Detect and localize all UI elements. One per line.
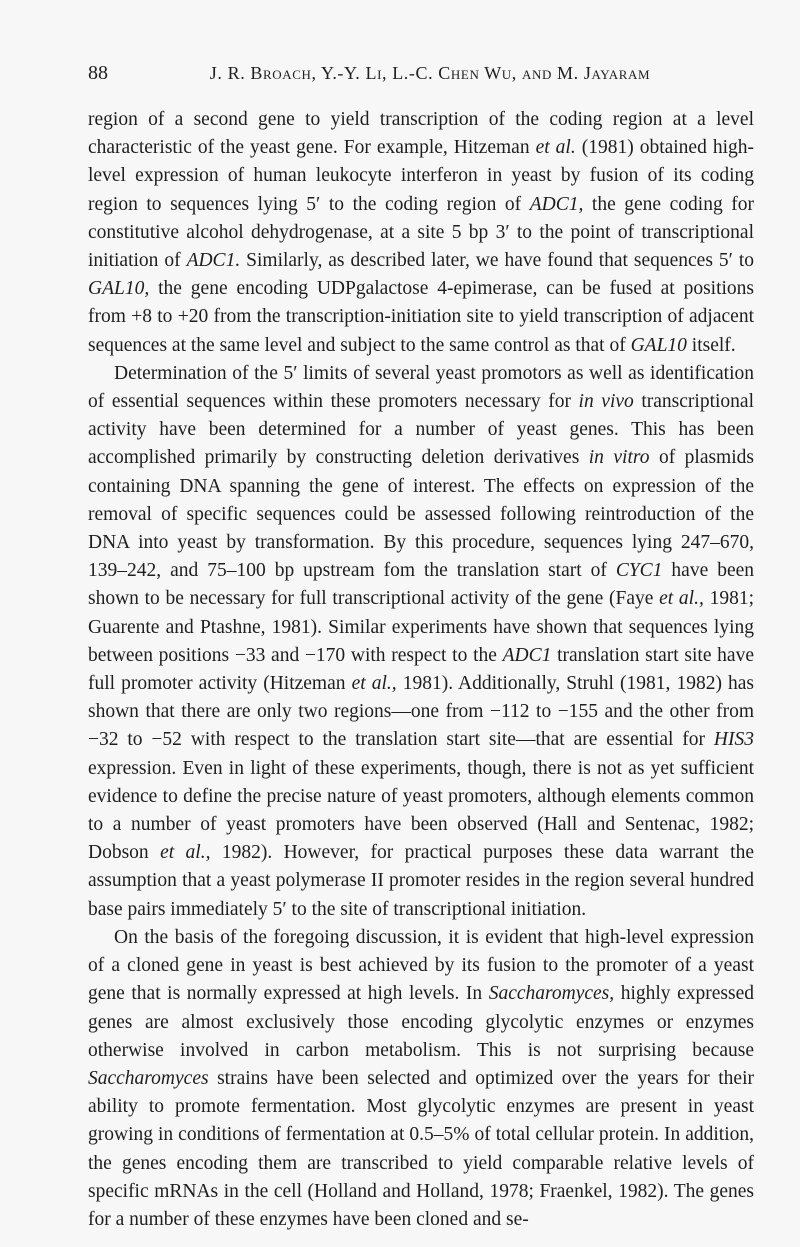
text-run: highly expressed genes are almost exclusively those encoding glycolytic enzymes or enzymes otherwise involved in carbon metabolism. This is not surprising because (88, 983, 754, 1061)
text-run: Determination of the 5′ limits of several yeast promotors as well as identification of essential sequences within these promoters necessary for (88, 362, 754, 413)
text-run: Similarly, as described later, we have found that sequences 5′ to (240, 250, 755, 272)
text-run: (1981) obtained high-level expression of human leukocyte interferon in yeast by fusion of its coding region to sequences lying 5′ to the coding region of (88, 137, 755, 215)
text-run: 1981; Guarente and Ptashne, 1981). Similar experiments have shown that sequences lying between positions −33 and −170 with respect to the (88, 588, 754, 666)
italic-term: GAL10 (630, 334, 687, 356)
text-run: strains have been selected and optimized over the years for their ability to promote fermentation. Most glycolytic enzymes are present in yeast growing in conditions of fermentation at 0.5–5% of total cellular protein. In addition, the genes encoding them are transcribed to yield comparable relative levels of specific mRNAs in the cell (Holland and Holland, 1978; Fraenkel, 1982). The genes for a number of these enzymes have been cloned and se- (88, 1067, 754, 1230)
text-run: 1982). However, for practical purposes these data warrant the assumption that a yeast polymerase II promoter resides in the region several hundred base pairs immediately 5′ to the site of transcriptional initiation. (88, 842, 754, 920)
italic-term: et al., (160, 842, 211, 864)
italic-term: in vivo (578, 391, 634, 413)
italic-term: et al., (351, 673, 397, 695)
italic-term: in vitro (588, 447, 650, 469)
text-run: 1981). Additionally, Struhl (1981, 1982) has shown that there are only two regions—one from −112 to −155 and the other from −32 to −52 with respect to the translation start site—that are essential for (88, 673, 754, 751)
page-header (88, 60, 752, 86)
paragraph-1 (88, 106, 754, 360)
text-run: the gene coding for constitutive alcohol dehydrogenase, at a site 5 bp 3′ to the point of transcriptional initiation of (88, 193, 754, 272)
italic-term: Saccharomyces (88, 1067, 209, 1089)
text-run: the gene encoding UDPgalactose 4-epimerase, can be fused at positions from +8 to +20 from the transcription-initiation site to yield transcription of adjacent sequences at the same level and subject to the same control as that of (88, 278, 754, 356)
text-run: translation start site have full promoter activity (Hitzeman (88, 644, 754, 695)
italic-term: CYC1 (615, 560, 663, 582)
italic-term: HIS3 (713, 729, 754, 751)
italic-term: et al., (659, 588, 704, 610)
italic-term: GAL10, (88, 278, 150, 300)
paragraph-3 (88, 924, 754, 1234)
body-text (88, 106, 754, 1234)
page-number: 88 (88, 62, 108, 84)
text-run: region of a second gene to yield transcription of the coding region at a level characteristic of the yeast gene. For example, Hitzeman (88, 109, 754, 159)
text-run: On the basis of the foregoing discussion, it is evident that high-level expression of a cloned gene in yeast is best achieved by its fusion to the promoter of a yeast gene that is normally expressed at high levels. In (88, 926, 754, 1005)
running-head: J. R. Broach, Y.-Y. Li, L.-C. Chen Wu, and M. Jayaram (209, 63, 651, 83)
italic-term: et al. (535, 137, 576, 159)
text-run: of plasmids containing DNA spanning the gene of interest. The effects on expression of the removal of specific sequences could be assessed following reintroduction of the DNA into yeast by transformation. By this procedure, sequences lying 247–670, 139–242, and 75–100 bp upstream fom the translation start of (88, 447, 754, 582)
italic-term: ADC1 (502, 644, 552, 666)
italic-term: ADC1, (529, 193, 584, 215)
text-run: itself. (686, 334, 736, 356)
italic-term: Saccharomyces, (488, 983, 615, 1005)
italic-term: ADC1. (186, 250, 241, 272)
text-run: expression. Even in light of these experiments, though, there is not as yet sufficient evidence to define the precise nature of yeast promoters, although elements common to a number of yeast promoters have been observed (Hall and Sentenac, 1982; Dobson (88, 757, 754, 864)
text-run: have been shown to be necessary for full transcriptional activity of the gene (Faye (88, 560, 754, 610)
text-run: transcriptional activity have been determined for a number of yeast genes. This has been accomplished primarily by constructing deletion derivatives (88, 391, 754, 469)
paragraph-2 (88, 360, 754, 924)
